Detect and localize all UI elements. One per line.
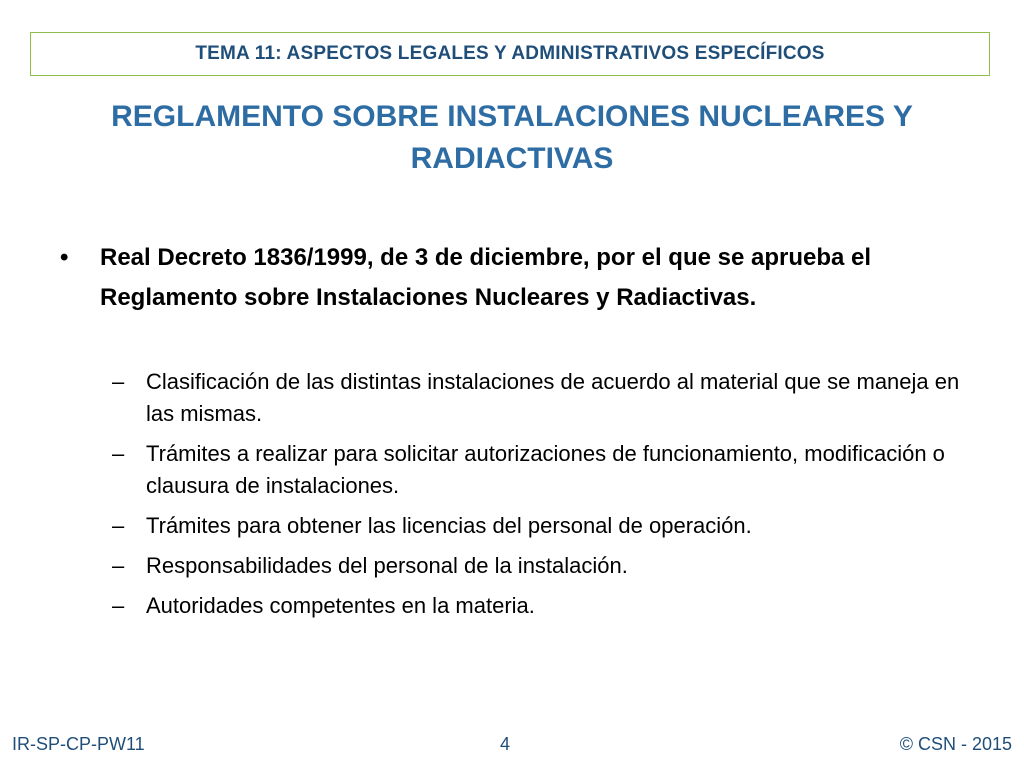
dash-icon: – — [112, 593, 125, 618]
sub-bullet-text: Responsabilidades del personal de la instalación. — [146, 553, 628, 578]
sub-bullet-item — [112, 438, 972, 502]
sub-bullet-item — [112, 590, 972, 622]
footer-document-code: IR-SP-CP-PW11 — [12, 734, 145, 754]
sub-bullet-text: Trámites para obtener las licencias del personal de operación. — [146, 513, 752, 538]
sub-bullet-item — [112, 510, 972, 542]
dash-icon: – — [112, 513, 125, 538]
topic-header-box — [30, 32, 990, 76]
main-bullet-text: Real Decreto 1836/1999, de 3 de diciembre, por el que se aprueba el Reglamento sobre Instalaciones Nucleares y Radiactivas. — [100, 244, 872, 311]
sub-bullet-text: Autoridades competentes en la materia. — [146, 593, 535, 618]
footer-copyright: © CSN - 2015 — [899, 734, 1012, 754]
dash-icon: – — [112, 369, 125, 394]
sub-bullet-text: Clasificación de las distintas instalaciones de acuerdo al material que se maneja en las mismas. — [146, 369, 960, 426]
sub-bullet-list — [112, 366, 972, 630]
sub-bullet-item — [112, 366, 972, 430]
footer-page-number: 4 — [500, 734, 511, 754]
sub-bullet-item — [112, 550, 972, 582]
main-bullet-item — [60, 238, 940, 318]
topic-header-text: TEMA 11: ASPECTOS LEGALES Y ADMINISTRATIVOS ESPECÍFICOS — [195, 43, 825, 64]
slide-title: REGLAMENTO SOBRE INSTALACIONES NUCLEARES Y RADIACTIVAS — [111, 100, 913, 175]
bullet-icon: • — [60, 244, 69, 271]
dash-icon: – — [112, 441, 125, 466]
sub-bullet-text: Trámites a realizar para solicitar autorizaciones de funcionamiento, modificación o clausura de instalaciones. — [146, 441, 945, 498]
dash-icon: – — [112, 553, 125, 578]
